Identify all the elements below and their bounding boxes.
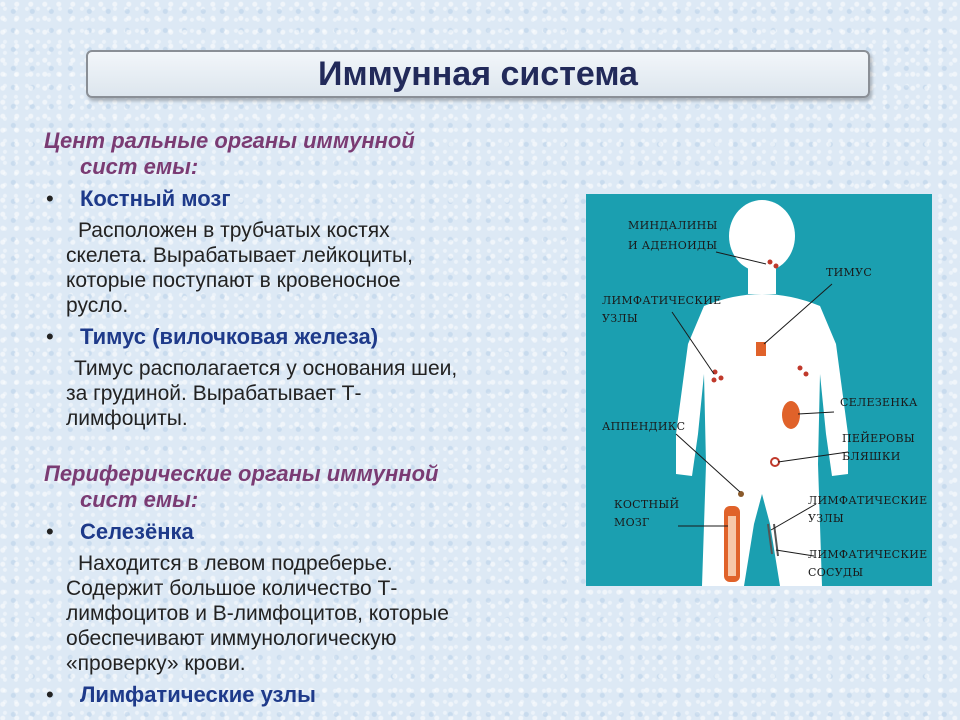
peripheral-organs-heading — [44, 461, 584, 513]
item-description: Находится в левом подреберье. Содержит большое количество Т- лимфоцитов и В-лимфоцитов, которые обеспечивают иммунологическую «проверку» крови. — [66, 552, 449, 675]
page-title: Иммунная система — [318, 54, 638, 93]
tonsil-node — [774, 264, 779, 269]
central-heading-line1: Цент ральные органы иммунной — [44, 128, 415, 153]
label-thymus: ТИМУС — [826, 266, 873, 279]
list-item-spleen — [44, 519, 584, 545]
label-peyer: ПЕЙЕРОВЫ — [842, 432, 915, 445]
bone-marrow-inner — [728, 516, 736, 576]
label-tonsils: МИНДАЛИНЫ — [628, 219, 718, 232]
central-organs-heading — [44, 128, 584, 180]
item-title: Тимус (вилочковая железа) — [80, 324, 379, 349]
tonsil-node — [768, 260, 773, 265]
bullet: • — [46, 519, 54, 544]
label-bone-marrow-2: МОЗГ — [614, 516, 650, 529]
label-lymph-vessels-2: СОСУДЫ — [808, 566, 864, 579]
item-title: Костный мозг — [80, 186, 231, 211]
peripheral-heading-line2: сист емы: — [80, 487, 199, 512]
text-content — [44, 128, 584, 708]
title-banner — [86, 50, 870, 98]
label-peyer-2: БЛЯШКИ — [842, 450, 901, 463]
peripheral-heading-line1: Периферические органы иммунной — [44, 461, 439, 486]
label-lymph-nodes: ЛИМФАТИЧЕСКИЕ — [602, 294, 722, 307]
lymph-node — [798, 366, 803, 371]
label-adenoids: И АДЕНОИДЫ — [628, 239, 718, 252]
label-lymph-nodes-groin: ЛИМФАТИЧЕСКИЕ — [808, 494, 928, 507]
lymph-node — [719, 376, 724, 381]
label-lymph-vessels: ЛИМФАТИЧЕСКИЕ — [808, 548, 928, 561]
bullet: • — [46, 682, 54, 707]
item-description: Расположен в трубчатых костях скелета. Вырабатывает лейкоциты, которые поступают в кровеносное русло. — [66, 219, 413, 317]
item-title: Лимфатические узлы — [80, 682, 316, 707]
central-heading-line2: сист емы: — [80, 154, 199, 179]
list-item-thymus — [44, 324, 584, 350]
spleen-organ — [782, 401, 800, 429]
label-spleen: СЕЛЕЗЕНКА — [840, 396, 918, 409]
label-bone-marrow: КОСТНЫЙ — [614, 498, 680, 511]
appendix-organ — [738, 491, 744, 497]
lymph-node — [804, 372, 809, 377]
label-lymph-nodes-groin-2: УЗЛЫ — [808, 512, 845, 525]
list-item-lymph-nodes — [44, 682, 584, 708]
item-title: Селезёнка — [80, 519, 194, 544]
lymph-node — [712, 378, 717, 383]
label-lymph-nodes-2: УЗЛЫ — [602, 312, 639, 325]
label-appendix: АППЕНДИКС — [602, 420, 686, 433]
bullet: • — [46, 324, 54, 349]
immune-system-diagram — [586, 194, 932, 586]
bullet: • — [46, 186, 54, 211]
list-item-bone-marrow — [44, 186, 584, 212]
item-description: Тимус располагается у основания шеи, за грудиной. Вырабатывает Т- лимфоциты. — [66, 357, 458, 430]
body-silhouette — [676, 200, 848, 586]
body-illustration — [586, 194, 932, 586]
